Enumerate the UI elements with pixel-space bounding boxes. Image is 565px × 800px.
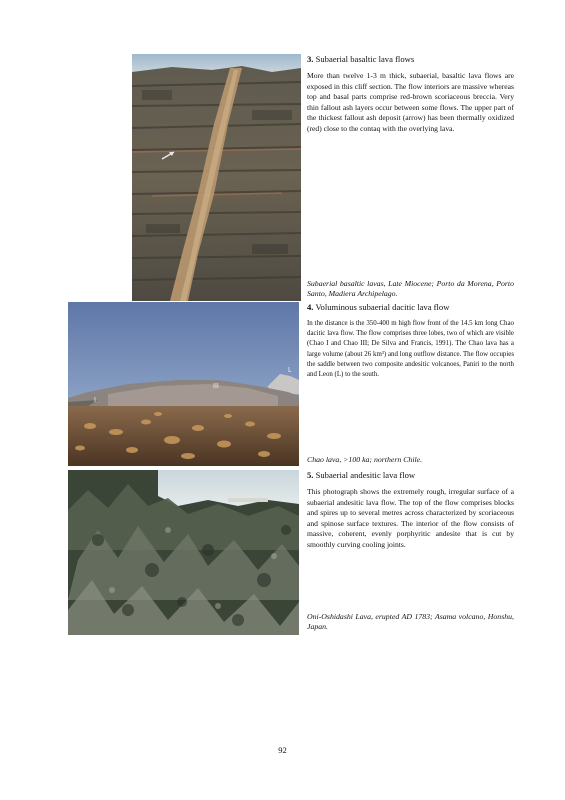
section-4-heading [307,302,514,313]
lobe-one-label: I [94,397,96,404]
section-4-title: Voluminous subaerial dacitic lava flow [315,302,450,312]
section-3-body: More than twelve 1-3 m thick, subaerial, basaltic lava flows are exposed in this cliff section. The flow interiors are massive whereas top and basal parts comprise red-brown scoriaceous breccia. Very thin fallout ash layers occur between some flows. The upper part of the thickest fallout ash deposit (arrow) has been thermally oxidized (red) close to the contaq with the overlying lava. [307,71,514,133]
section-5-number: 5. [307,470,314,480]
leon-label: L [288,367,292,374]
lobe-three-label: III [213,383,219,390]
section-3-number: 3. [307,54,314,64]
section-5-body: This photograph shows the extremely rough, irregular surface of a subaerial andesitic lava flow. The top of the flow comprises blocks and spires up to several metres across characterized by scoriaceous and spinose surface textures. The interior of the flow consists of massive, coherent, evenly porphyritic andesite that is cut by smoothly curving cooling joints. [307,487,514,549]
section-3-heading [307,54,514,65]
section-4-number: 4. [307,302,314,312]
section-3-text [307,54,514,135]
section-3-title: Subaerial basaltic lava flows [315,54,415,64]
chao-lava-photo [68,302,299,466]
section-5-title: Subaerial andesitic lava flow [315,470,416,480]
section-5-heading [307,470,514,481]
section-4-body: In the distance is the 350-400 m high flow front of the 14.5 km long Chao dacitic lava flow. The flow comprises three lobes, two of which are visible (Chao I and Chao III; De Silva and Francis, 1991). The Chao lava has a large volume (about 26 km³) and long outflow distance. The flow occupies the saddle between two composite andesitic volcanoes, Paniri to the north and Leon (L) to the south. [307,320,514,379]
section-4-text [307,302,514,380]
page-number: 92 [278,745,287,755]
section-4-caption: Chao lava, >100 ka; northern Chile. [307,455,423,464]
section-5-text [307,470,514,551]
basaltic-cliff-photo [132,54,301,301]
section-5-caption: Oni-Oshidashi Lava, erupted AD 1783; Asama volcano, Honshu, Japan. [307,612,514,632]
section-3-caption: Subaerial basaltic lavas, Late Miocene; Porto da Morena, Porto Santo, Madiera Archipelago. [307,279,514,299]
andesitic-lava-photo [68,470,299,635]
